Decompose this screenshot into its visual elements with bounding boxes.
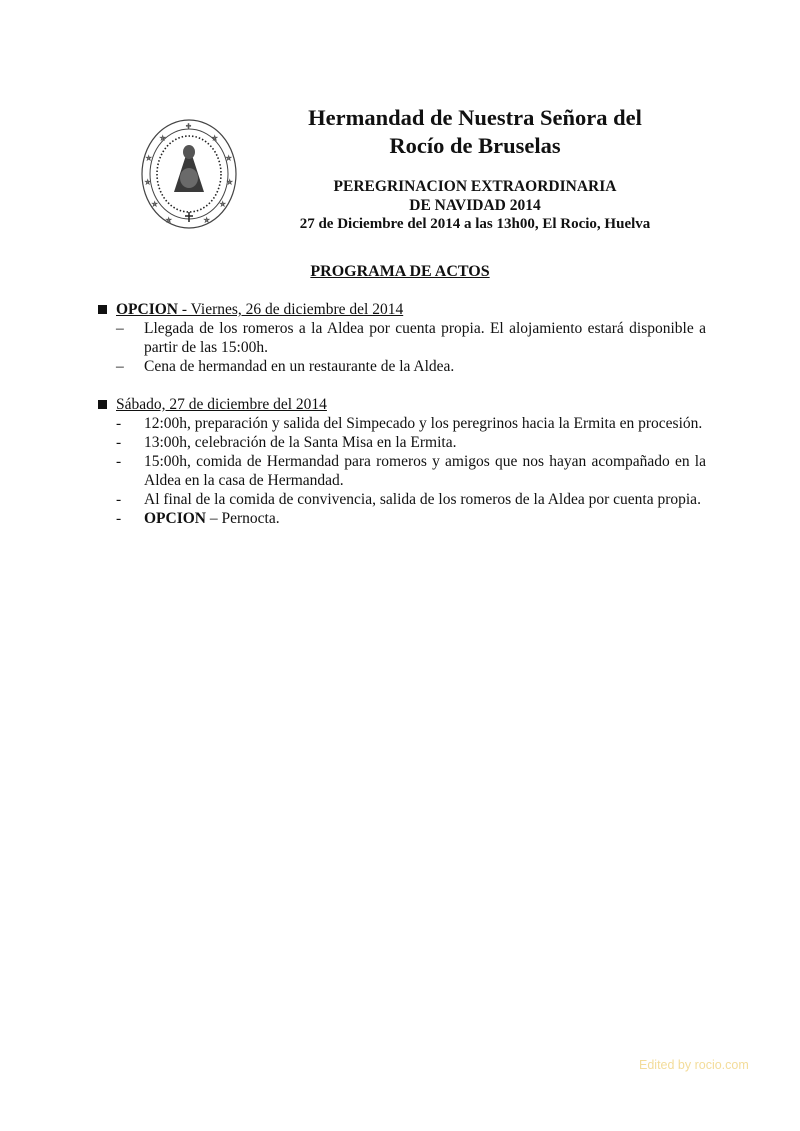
brotherhood-title (270, 104, 680, 160)
svg-text:☆: ☆ (220, 202, 226, 208)
dash-bullet: - (116, 453, 122, 470)
svg-text:☆: ☆ (145, 180, 151, 186)
subtitle-line-1: PEREGRINACION EXTRAORDINARIA (333, 178, 617, 195)
svg-text:☆: ☆ (212, 136, 218, 142)
svg-text:☆: ☆ (166, 218, 172, 224)
square-bullet-icon (98, 305, 107, 314)
section-heading (98, 300, 706, 319)
list-item: – Cena de hermandad en un restaurante de la Aldea. (116, 358, 455, 375)
list-item: – Llegada de los romeros a la Aldea por cuenta propia. El alojamiento estará disponible a partir de las 15:00h. (116, 320, 706, 356)
event-date-line: 27 de Diciembre del 2014 a las 13h00, El Rocio, Huelva (299, 216, 651, 232)
square-bullet-icon (98, 400, 107, 409)
dash-bullet: - (116, 415, 122, 432)
list-item: - 13:00h, celebración de la Santa Misa en la Ermita. (116, 434, 457, 451)
list-item: - Al final de la comida de convivencia, salida de los romeros de la Aldea por cuenta propia. (116, 491, 701, 508)
svg-text:☆: ☆ (227, 180, 233, 186)
svg-text:☆: ☆ (204, 218, 210, 224)
dash-bullet: – (116, 358, 124, 375)
svg-text:☆: ☆ (226, 156, 232, 162)
program-title: PROGRAMA DE ACTOS (310, 263, 490, 280)
dash-bullet: – (116, 320, 124, 337)
title-line-2: Rocío de Bruselas (389, 133, 561, 158)
list-item: - 15:00h, comida de Hermandad para romeros y amigos que nos hayan acompañado en la Aldea en la casa de Hermandad. (116, 453, 706, 489)
section-saturday (98, 395, 706, 528)
watermark: Edited by rocio.com (639, 1058, 749, 1072)
svg-text:☆: ☆ (152, 202, 158, 208)
section-heading (98, 395, 706, 414)
section-friday (98, 300, 706, 376)
dash-bullet: - (116, 491, 122, 508)
svg-text:✢: ✢ (186, 124, 192, 130)
subtitle-line-2: DE NAVIDAD 2014 (409, 197, 541, 214)
svg-text:☆: ☆ (146, 156, 152, 162)
section-date: Sábado, 27 de diciembre del 2014 (116, 396, 327, 413)
activity-list (98, 414, 706, 528)
dash-bullet: - (116, 510, 122, 527)
section-date: - Viernes, 26 de diciembre del 2014 (178, 301, 404, 318)
rosary-virgin-icon (140, 118, 238, 230)
list-item: - OPCION – Pernocta. (116, 510, 280, 527)
option-label: OPCION (116, 301, 178, 318)
svg-text:☆: ☆ (160, 136, 166, 142)
event-subtitle (270, 177, 680, 234)
hermandad-emblem (140, 118, 238, 230)
title-line-1: Hermandad de Nuestra Señora del (308, 105, 642, 130)
list-item: - 12:00h, preparación y salida del Simpecado y los peregrinos hacia la Ermita en procesión. (116, 415, 703, 432)
activity-list (98, 319, 706, 376)
dash-bullet: - (116, 434, 122, 451)
